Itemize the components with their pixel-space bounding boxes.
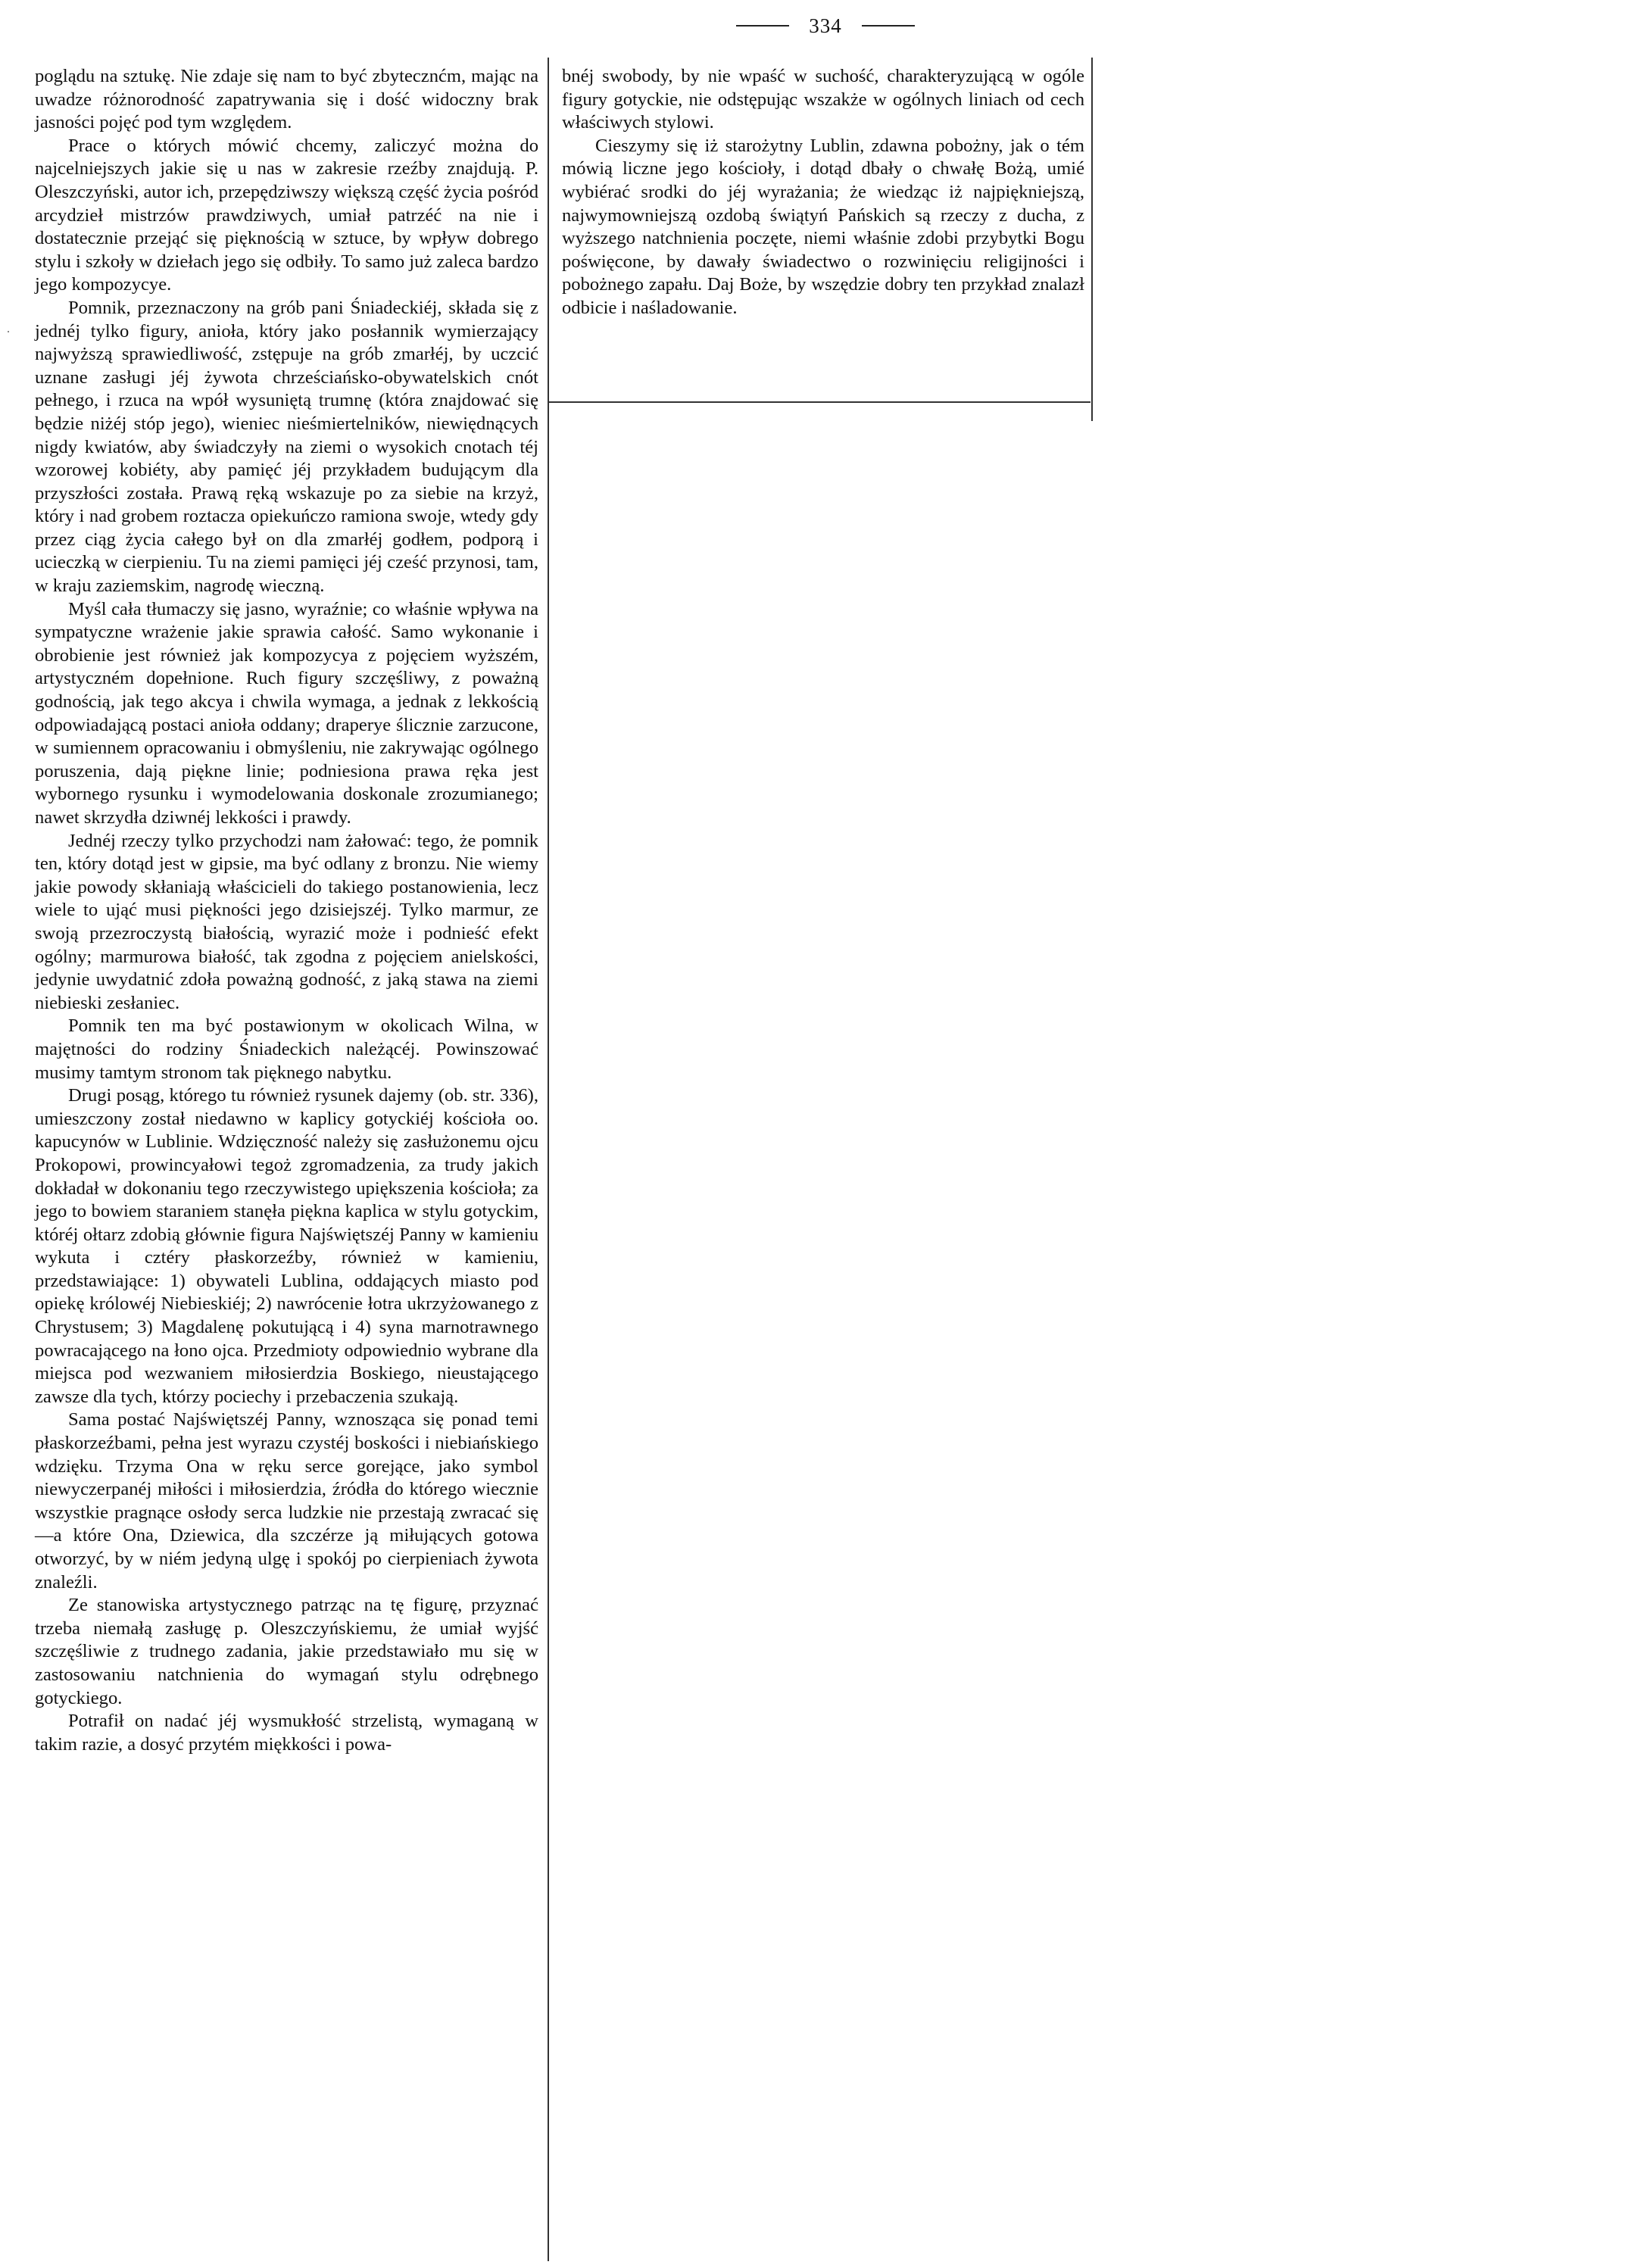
- paragraph: Drugi posąg, którego tu również rysunek dajemy (ob. str. 336), umieszczony został niedawno w kaplicy gotyckiéj kościoła oo. kapucynów w Lublinie. Wdzięczność należy się zasłużonemu ojcu Prokopowi, prowincyałowi tegoż zgromadzenia, za trudy jakich dokładał w dokonaniu tego rzeczywistego upiększenia kościoła; za jego to bowiem staraniem stanęła piękna kaplica w stylu gotyckim, któréj ołtarz zdobią głównie figura Najświętszéj Panny w kamieniu wykuta i cztéry płaskorzeźby, również w kamieniu, przedstawiające: 1) obywateli Lublina, oddających miasto pod opiekę królowéj Niebieskiéj; 2) nawrócenie łotra ukrzyżowanego z Chrystusem; 3) Magdalenę pokutującą i 4) syna marnotrawnego powracającego na łono ojca. Przedmioty odpowiednio wybrane dla miejsca pod wezwaniem miłosierdzia Boskiego, nieustającego zawsze dla tych, którzy pociechy i przebaczenia szukają.: [35, 1085, 538, 1407]
- left-column: [35, 65, 538, 1756]
- margin-mark: ·: [6, 324, 11, 339]
- paragraph: Cieszymy się iż starożytny Lublin, zdawna pobożny, jak o tém mówią liczne jego kościoły, i dotąd dbały o chwałę Bożą, umié wybiérać srodki do jéj wyrażania; że wiedząc iż najpiękniejszą, najwymowniejszą ozdobą świątyń Pańskich są rzeczy z ducha, z wyższego natchnienia poczęte, niemi właśnie zdobi przybytki Bogu poświęcone, by dawały świadectwo o rozwinięciu religijności i pobożnego zapału. Daj Boże, by wszędzie dobry ten przykład znalazł odbicie i naśladowanie.: [562, 135, 1084, 318]
- header-rule-left: [736, 25, 789, 27]
- page-number: 334: [809, 14, 842, 37]
- paragraph: Potrafił on nadać jéj wysmukłość strzelistą, wymaganą w takim razie, a dosyć przytém miękkości i powa-: [35, 1711, 538, 1755]
- page-header: [712, 11, 939, 41]
- paragraph: Myśl cała tłumaczy się jasno, wyraźnie; co właśnie wpływa na sympatyczne wrażenie jakie sprawia całość. Samo wykonanie i obrobienie jest również jak kompozycya z pojęciem wyższém, artystyczném dopełnione. Ruch figury szczęśliwy, z poważną godnością, jak tego akcya i chwila wymaga, a jednak z lekkością odpowiadającą postaci anioła oddany; draperye ślicznie zarzucone, w sumiennem opracowaniu i obmyśleniu, nie zakrywając ogólnego poruszenia, dają piękne linie; podniesiona prawa ręka jest wybornego rysunku i wymodelowania doskonale zrozumianego; nawet skrzydła dziwnéj lekkości i prawdy.: [35, 598, 538, 828]
- paragraph: Pomnik, przeznaczony na grób pani Śniadeckiéj, składa się z jednéj tylko figury, anioła, który jako posłannik wymierzający najwyższą sprawiedliwość, zstępuje na grób zmarłéj, by uczcić uznane zasługi jéj żywota chrześciańsko-obywatelskich cnót pełnego, i rzuca na wpół wysuniętą trumnę (która znajdować się będzie niżéj stóp jego), wieniec nieśmiertelników, niewiędnących nigdy kwiatów, aby świadczyły na ziemi o wysokich cnotach téj wzorowej kobiéty, aby pamięć jéj przykładem budującym dla przyszłości została. Prawą ręką wskazuje po za siebie na krzyż, który i nad grobem roztacza opiekuńczo ramiona swoje, wtedy gdy przez ciąg życia całego był on dla zmarłéj godłem, podporą i ucieczką w cierpieniu. Tu na ziemi pamięci jéj cześć przynosi, tam, w kraju zaziemskim, nagrodę wieczną.: [35, 297, 538, 597]
- paragraph: bnéj swobody, by nie wpaść w suchość, charakteryzującą w ogóle figury gotyckie, nie odstępując wszakże w ogólnych liniach od cech właściwych stylowi.: [562, 66, 1084, 133]
- article-end-rule: [548, 401, 1091, 403]
- paragraph: Sama postać Najświętszéj Panny, wznosząca się ponad temi płaskorzeźbami, pełna jest wyrazu czystéj boskości i niebiańskiego wdzięku. Trzyma Ona w ręku serce gorejące, jako symbol niewyczerpanéj miłości i miłosierdzia, źródła do którego wiecznie wszystkie pragnące osłody serca ludzkie nie przestają zwracać się—a które Ona, Dziewica, dla szczérze ją miłujących gotowa otworzyć, by w niém jedyną ulgę i spokój po cierpieniach żywota znaleźli.: [35, 1409, 538, 1593]
- column-divider: [548, 58, 549, 2261]
- paragraph: poglądu na sztukę. Nie zdaje się nam to być zbytecznćm, mając na uwadze różnorodność zapatrywania się i dość widoczny brak jasności pojęć pod tym względem.: [35, 66, 538, 133]
- paragraph: Pomnik ten ma być postawionym w okolicach Wilna, w majętności do rodziny Śniadeckich należącéj. Powinszować musimy tamtym stronom tak pięknego nabytku.: [35, 1015, 538, 1083]
- right-column-edge-rule: [1091, 58, 1093, 421]
- paragraph: Prace o których mówić chcemy, zaliczyć można do najcelniejszych jakie się u nas w zakresie rzeźby znajdują. P. Oleszczyński, autor ich, przepędziwszy większą część życia pośród arcydzieł mistrzów prawdziwych, umiał patrzéć na nie i dostatecznie przejąć się pięknością w sztuce, by wpływ dobrego stylu i szkoły w dziełach jego się odbiły. To samo już zaleca bardzo jego kompozycye.: [35, 135, 538, 295]
- paragraph: Jednéj rzeczy tylko przychodzi nam żałować: tego, że pomnik ten, który dotąd jest w gipsie, ma być odlany z bronzu. Nie wiemy jakie powody skłaniają właścicieli do takiego postanowienia, lecz wiele to ująć musi piękności jego dzisiejszéj. Tylko marmur, ze swoją przezroczystą białością, wyrazić może i podnieść efekt ogólny; marmurowa białość, tak zgodna z pojęciem anielskości, jedynie uwydatnić zdoła poważną godność, z jaką stawa na ziemi niebieski zesłaniec.: [35, 830, 538, 1013]
- right-column: [562, 65, 1084, 320]
- paragraph: Ze stanowiska artystycznego patrząc na tę figurę, przyznać trzeba niemałą zasługę p. Oleszczyńskiemu, że umiał wyjść szczęśliwie z trudnego zadania, jakie przedstawiało mu się w zastosowaniu natchnienia do wymagań stylu odrębnego gotyckiego.: [35, 1595, 538, 1708]
- header-rule-right: [862, 25, 915, 27]
